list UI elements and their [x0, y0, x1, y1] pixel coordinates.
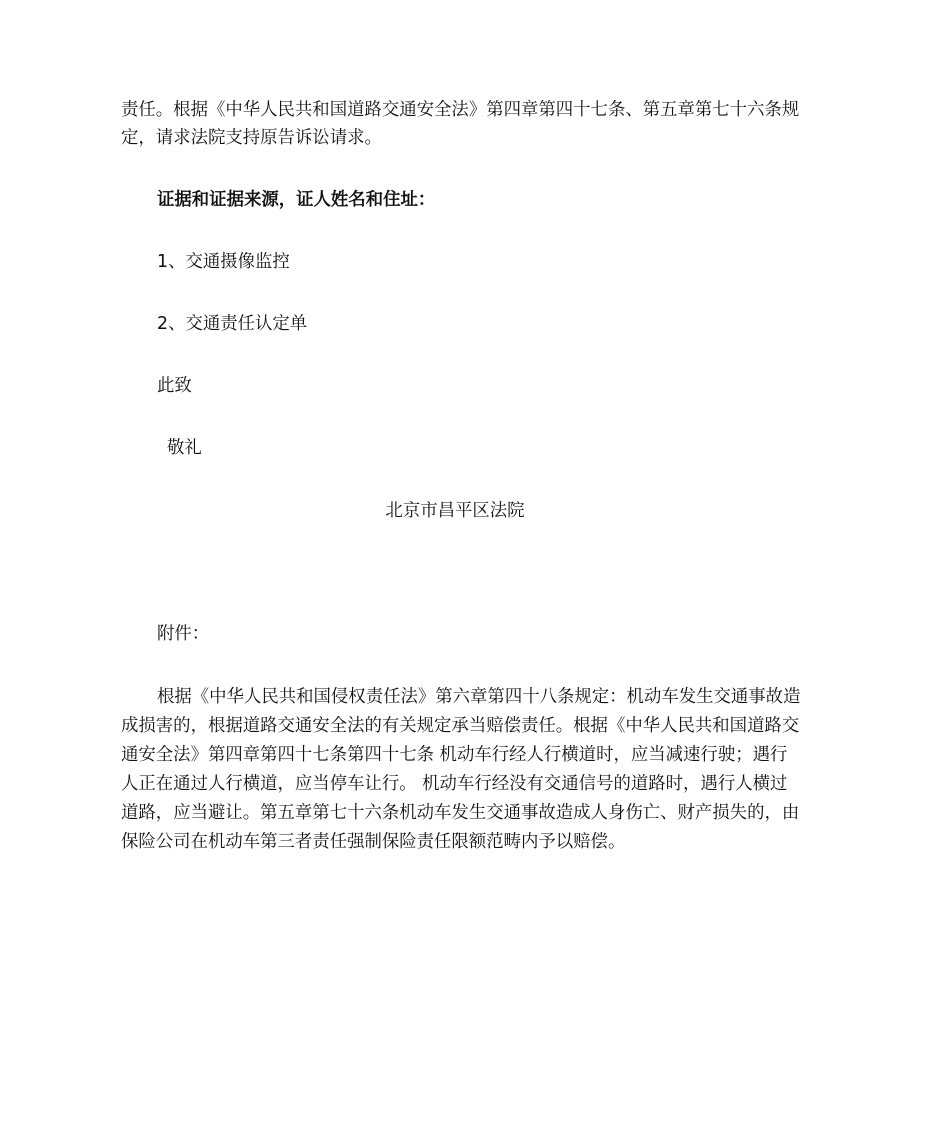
attachment-label: 附件：	[157, 624, 210, 644]
evidence-item-2: 2、交通责任认定单	[157, 314, 308, 334]
attachment-line-3: 通安全法》第四章第四十七条第四十七条 机动车行经人行横道时，应当减速行驶；遇行	[121, 745, 788, 765]
opening-line-1: 责任。根据《中华人民共和国道路交通安全法》第四章第四十七条、第五章第七十六条规	[121, 100, 800, 120]
closing-text: 此致	[157, 376, 192, 396]
attachment-line-6: 保险公司在机动车第三者责任强制保险责任限额范畴内予以赔偿。	[121, 832, 626, 852]
salutation-text: 敬礼	[167, 438, 202, 458]
attachment-line-2: 成损害的，根据道路交通安全法的有关规定承当赔偿责任。根据《中华人民共和国道路交	[121, 716, 800, 736]
attachment-line-1: 根据《中华人民共和国侵权责任法》第六章第四十八条规定：机动车发生交通事故造	[157, 687, 801, 707]
court-name: 北京市昌平区法院	[385, 501, 525, 521]
attachment-line-4: 人正在通过人行横道，应当停车让行。 机动车行经没有交通信号的道路时，遇行人横过	[121, 774, 788, 794]
opening-line-2: 定，请求法院支持原告诉讼请求。	[121, 128, 382, 148]
evidence-heading: 证据和证据来源，证人姓名和住址：	[157, 190, 436, 210]
evidence-item-1: 1、交通摄像监控	[157, 252, 290, 272]
attachment-line-5: 道路，应当避让。第五章第七十六条机动车发生交通事故造成人身伤亡、财产损失的，由	[121, 803, 800, 823]
